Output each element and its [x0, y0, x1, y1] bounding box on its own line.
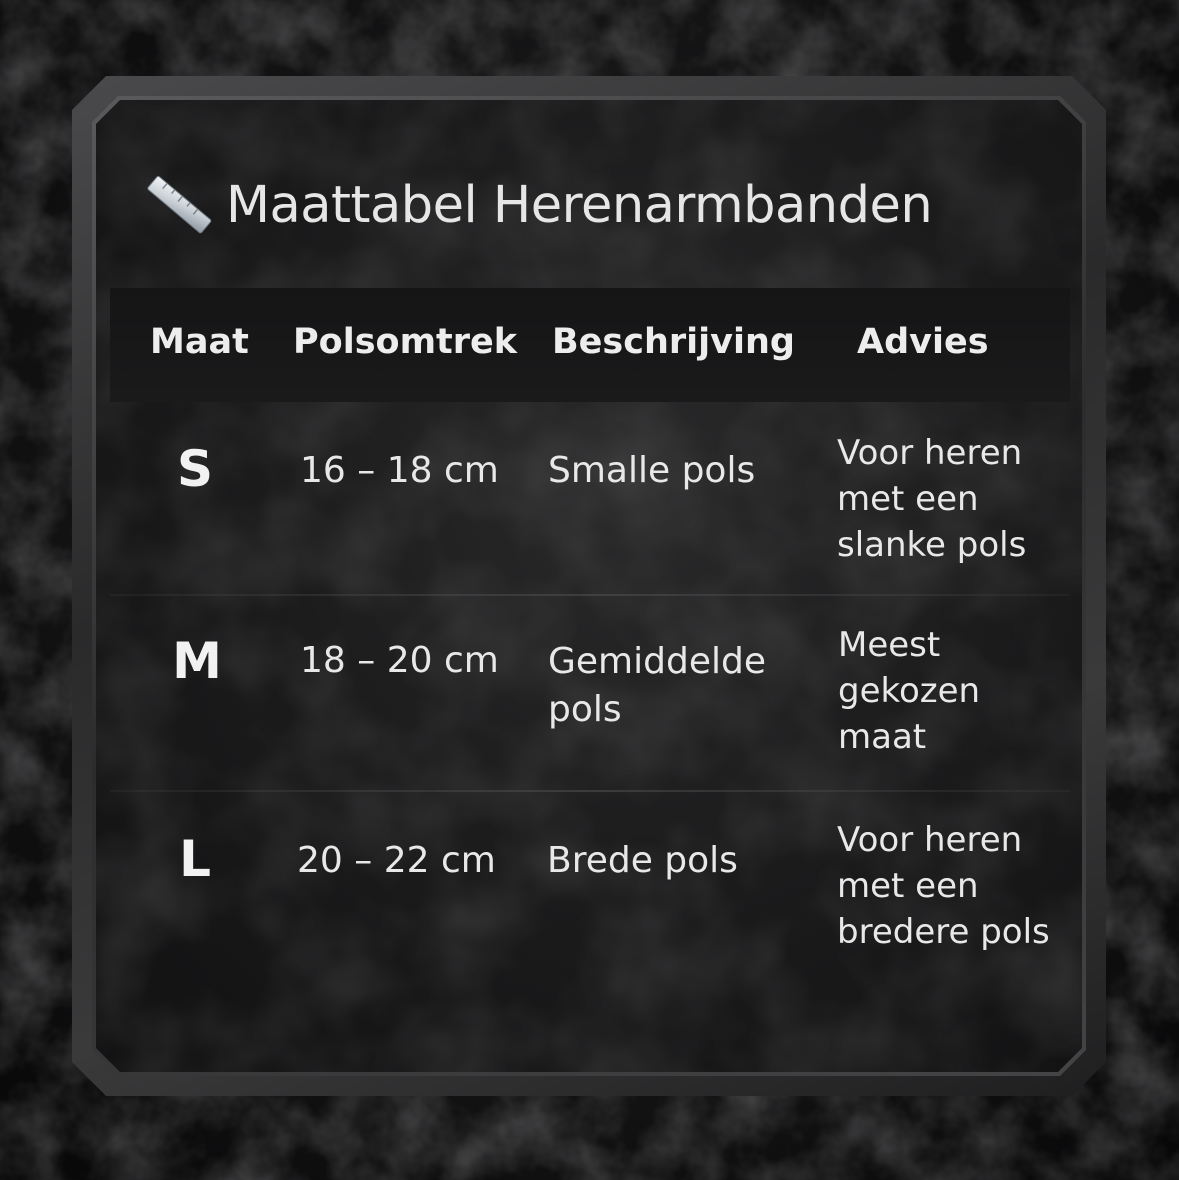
header-advies: Advies	[857, 322, 989, 362]
advice-l	[837, 817, 1050, 955]
advice-l-line: Voor heren	[837, 820, 1023, 860]
advice-m-line: gekozen	[838, 671, 981, 711]
page-title: Maattabel Herenarmbanden	[226, 175, 933, 235]
size-m: M	[172, 632, 222, 690]
description-m-line: pols	[548, 689, 622, 730]
advice-m	[838, 622, 980, 760]
advice-s	[837, 430, 1026, 568]
advice-s-line: met een	[837, 479, 979, 519]
ruler-icon	[146, 172, 212, 238]
chart-title-bar	[146, 160, 932, 250]
description-m-line: Gemiddelde	[548, 641, 766, 682]
advice-l-line: met een	[837, 866, 979, 906]
header-maat: Maat	[150, 322, 249, 362]
row-divider	[110, 594, 1070, 596]
advice-m-line: Meest	[838, 625, 941, 665]
advice-m-line: maat	[838, 717, 927, 757]
row-divider	[110, 790, 1070, 792]
advice-s-line: Voor heren	[837, 433, 1023, 473]
circumference-m: 18 – 20 cm	[300, 640, 499, 681]
advice-l-line: bredere pols	[837, 912, 1050, 952]
description-m	[548, 638, 766, 734]
size-l: L	[179, 830, 211, 888]
header-beschrijving: Beschrijving	[552, 322, 795, 362]
description-s: Smalle pols	[548, 450, 756, 491]
header-polsomtrek: Polsomtrek	[293, 322, 518, 362]
size-s: S	[176, 440, 213, 498]
advice-s-line: slanke pols	[837, 525, 1027, 565]
circumference-l: 20 – 22 cm	[297, 840, 496, 881]
circumference-s: 16 – 18 cm	[300, 450, 499, 491]
description-l: Brede pols	[547, 840, 738, 881]
